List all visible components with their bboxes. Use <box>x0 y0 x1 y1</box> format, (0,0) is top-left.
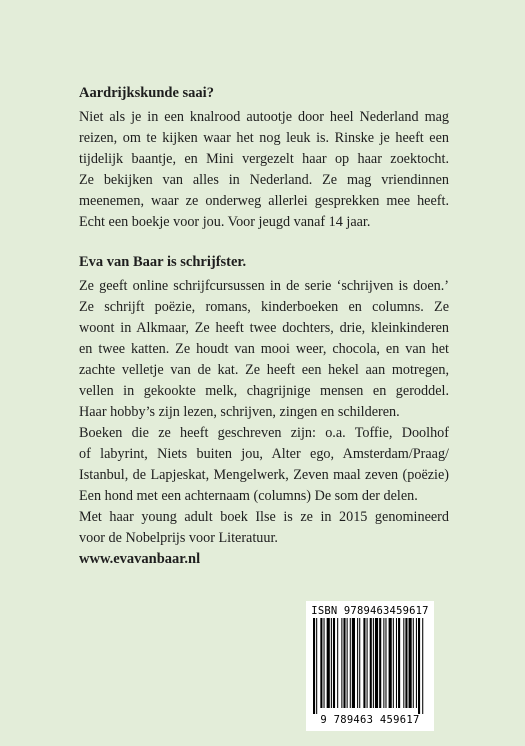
barcode-bar <box>373 618 374 708</box>
author-line: vellen in gekookte melk, chagrijnige mensen en geroddel. <box>79 383 449 399</box>
author-line: voor de Nobelprijs voor Literatuur. <box>79 530 278 546</box>
barcode-bar <box>337 618 338 708</box>
author-heading: Eva van Baar is schrijfster. <box>79 254 247 270</box>
barcode-bar <box>403 618 404 708</box>
barcode-bar <box>341 618 342 708</box>
barcode-bar <box>379 618 381 708</box>
intro-line: tijdelijk baantje, en Mini vergezelt haar op haar zoektocht. <box>79 151 449 167</box>
author-section <box>79 252 449 549</box>
barcode-digits: 9 789463 459617 <box>320 714 420 726</box>
barcode-bar <box>413 618 414 708</box>
barcode-bar <box>398 618 400 708</box>
barcode-bar <box>350 618 351 708</box>
barcode-bar <box>396 618 397 708</box>
author-paragraph <box>79 276 449 549</box>
barcode-bar <box>370 618 372 708</box>
barcode-bar <box>352 618 355 708</box>
author-line: of labyrint, Niets buiten jou, Alter ego, Amsterdam/Praag/ <box>79 446 449 462</box>
barcode-bars <box>312 618 428 714</box>
barcode-bar <box>393 618 394 708</box>
author-line: Haar hobby’s zijn lezen, schrijven, zingen en schilderen. <box>79 404 400 420</box>
intro-line: Ze bekijken van alles in Nederland. Ze mag vriendinnen <box>79 172 449 188</box>
barcode-bar <box>320 618 322 708</box>
barcode-bar <box>331 618 332 708</box>
author-line: woont in Alkmaar, Ze heeft twee dochters, drie, kleinkinderen <box>79 320 449 336</box>
barcode-bar <box>343 618 345 708</box>
author-line: Een hond met een achternaam (columns) De som der delen. <box>79 488 418 504</box>
intro-line: reizen, om te kijken waar het nog leuk is. Rinske je heeft een <box>79 130 449 146</box>
author-line: en twee katten. Ze houdt van mooi weer, chocola, en van het <box>79 341 449 357</box>
intro-line: Echt een boekje voor jou. Voor jeugd vanaf 14 jaar. <box>79 214 371 230</box>
barcode-bar <box>363 618 365 708</box>
author-line: zachte velletje van de kat. Ze heeft een hekel aan motregen, <box>79 362 449 378</box>
barcode-bar <box>389 618 392 708</box>
author-line: Istanbul, de Lapjeskat, Mengelwerk, Zeven maal zeven (poëzie) <box>79 467 449 483</box>
barcode-bar <box>385 618 386 708</box>
barcode-bar <box>333 618 335 708</box>
barcode-bar <box>359 618 360 708</box>
barcode-bar <box>375 618 378 708</box>
barcode-bar <box>367 618 368 708</box>
intro-section <box>79 83 449 233</box>
isbn-barcode <box>306 601 434 731</box>
barcode-bar <box>383 618 384 708</box>
website-link[interactable]: www.evavanbaar.nl <box>79 551 201 567</box>
barcode-bar <box>313 618 315 714</box>
barcode-bar <box>418 618 420 714</box>
intro-line: Niet als je in een knalrood autootje door heel Nederland mag <box>79 109 449 125</box>
barcode-bar <box>327 618 330 708</box>
barcode-bar <box>405 618 407 708</box>
barcode-bar <box>324 618 325 708</box>
barcode-bar <box>316 618 317 714</box>
barcode-bar <box>347 618 348 708</box>
isbn-label: ISBN 9789463459617 <box>311 605 429 617</box>
barcode-bar <box>357 618 358 708</box>
intro-line: meenemen, waar ze onderweg allerlei gesprekken mee heeft. <box>79 193 449 209</box>
barcode-bar <box>422 618 423 714</box>
author-line: Met haar young adult boek Ilse is ze in 2015 genomineerd <box>79 509 449 525</box>
barcode-bar <box>409 618 412 708</box>
intro-heading: Aardrijkskunde saai? <box>79 85 214 101</box>
author-line: Boeken die ze heeft geschreven zijn: o.a. Toffie, Doolhof <box>79 425 449 441</box>
author-line: Ze geeft online schrijfcursussen in de serie ‘schrijven is doen.’ <box>79 278 449 294</box>
barcode-bar <box>416 618 417 708</box>
intro-paragraph <box>79 107 449 233</box>
author-line: Ze schrijft poëzie, romans, kinderboeken en columns. Ze <box>79 299 449 315</box>
